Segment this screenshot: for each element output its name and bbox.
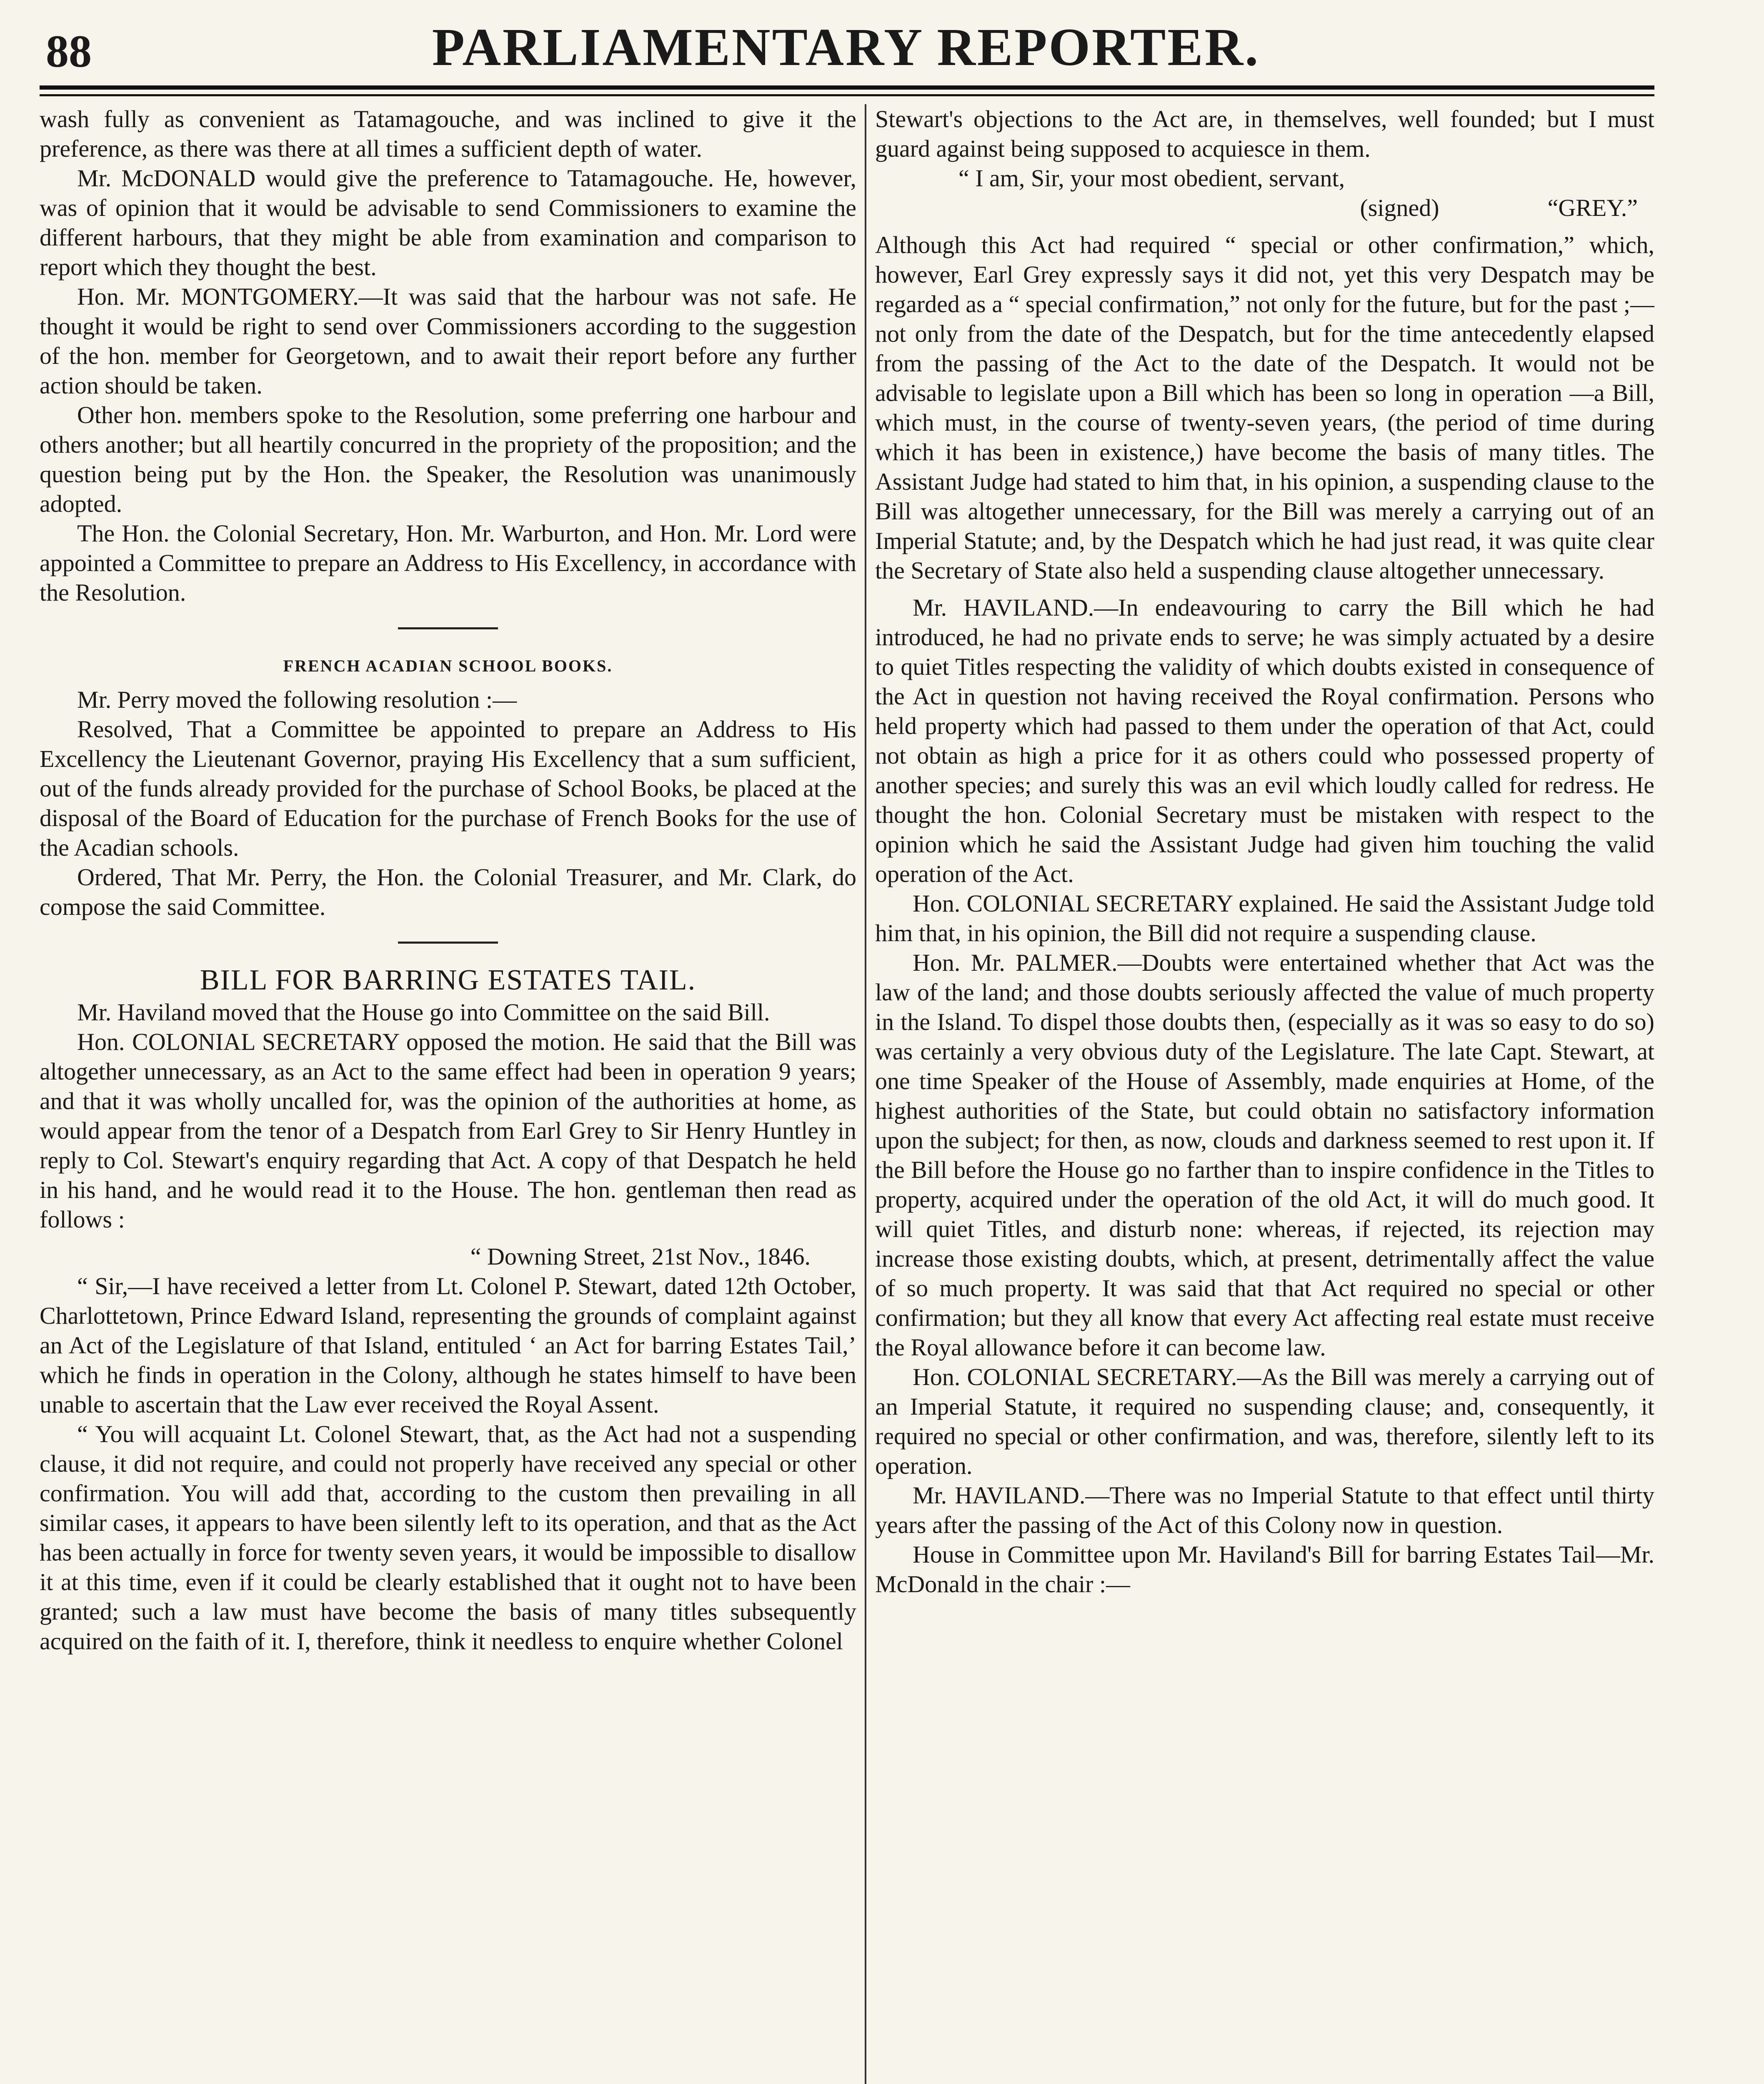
despatch-paragraph: “ Sir,—I have received a letter from Lt. Colonel P. Stewart, dated 12th October, Charlottetown, Prince Edward Island, representing the grounds of complaint against an Act of the Legislature of that Island, entituled ‘ an Act for barring Estates Tail,’ which he finds in operation in the Colony, although he states himself to have been unable to ascertain that the Law ever received the Royal Assent.: [40, 1272, 856, 1418]
spacer: [875, 223, 1654, 230]
paragraph: The Hon. the Colonial Secretary, Hon. Mr. Warburton, and Hon. Mr. Lord were appointed a Committee to prepare an Address to His Excellency, in accordance with the Resolution.: [40, 520, 856, 606]
signed-label: (signed): [1360, 194, 1439, 221]
spacer: [875, 585, 1654, 593]
paragraph: wash fully as convenient as Tatamagouche, and was inclined to give it the preference, as there was there at all times a sufficient depth of water.: [40, 105, 856, 162]
paragraph: Hon. COLONIAL SECRETARY opposed the motion. He said that the Bill was altogether unnecessary, as an Act to the same effect had been in operation 9 years; and that it was wholly uncalled for, was the opinion of the authorities at home, as would appear from the tenor of a Despatch from Earl Grey to Sir Henry Huntley in reply to Col. Stewart's enquiry regarding that Act. A copy of that Despatch he held in his hand, and he would read it to the House. The hon. gentleman then read as follows :: [40, 1028, 856, 1233]
paragraph: Hon. Mr. PALMER.—Doubts were entertained whether that Act was the law of the land; and those doubts seriously affected the value of much property in the Island. To dispel those doubts then, (especially as it was so easy to do so) was certainly a very obvious duty of the Legislature. The late Capt. Stewart, at one time Speaker of the House of Assembly, made enquiries at Home, of the highest authorities of the State, but could obtain no satisfactory information upon the subject; for then, as now, clouds and darkness seemed to rest upon it. If the Bill before the House go no farther than to inspire confidence in the Titles to property, acquired under the operation of the old Act, it will do much good. It will quiet Titles, and disturb none: whereas, if rejected, its rejection may increase those existing doubts, which, at present, detrimentally affect the value of so much property. It was said that that Act required no special or other confirmation; but they all know that every Act affecting real estate must receive the Royal allowance before it can become law.: [875, 949, 1654, 1361]
despatch-closing: “ I am, Sir, your most obedient, servant,: [958, 165, 1345, 192]
paragraph: Mr. HAVILAND.—In endeavouring to carry the Bill which he had introduced, he had no private ends to serve; he was simply actuated by a desire to quiet Titles respecting the validity of which doubts existed in consequence of the Act in question not having received the Royal confirmation. Persons who held property which had passed to them under the operation of that Act, could not obtain as high a price for it as others could who possessed property of another species; and surely this was an evil which loudly called for redress. He thought the hon. Colonial Secretary must be mistaken with respect to the opinion which he said the Assistant Judge had given him touching the valid operation of the Act.: [875, 594, 1654, 887]
section-separator: [398, 942, 498, 944]
despatch-paragraph: “ You will acquaint Lt. Colonel Stewart, that, as the Act had not a suspending clause, it did not require, and could not properly have received any special or other confirmation. You will add that, according to the custom then prevailing in all similar cases, it appears to have been silently left to its operation, and that as the Act has been actually in force for twenty seven years, it would be impossible to disallow it at this time, even if it could be clearly established that it ought not to have been granted; such a law must have become the basis of many titles subsequently acquired on the faith of it. I, therefore, think it needless to enquire whether Colonel: [40, 1420, 856, 1655]
header-rule-thick: [40, 85, 1654, 90]
paragraph: Hon. Mr. MONTGOMERY.—It was said that the harbour was not safe. He thought it would be right to send over Commissioners according to the suggestion of the hon. member for Georgetown, and to await their report before any further action should be taken.: [40, 283, 856, 399]
header-rule-thin: [40, 94, 1654, 96]
left-column: [40, 104, 856, 2084]
signature-name: “GREY.”: [1547, 194, 1638, 221]
right-column: [875, 104, 1654, 2084]
paragraph: Although this Act had required “ special or other confirmation,” which, however, Earl Grey expressly says it did not, yet this very Despatch may be regarded as a “ special confirmation,” not only for the future, but for the past ;—not only from the date of the Despatch, but for the time antecedently elapsed from the passing of the Act to the date of the Despatch. It would not be advisable to legislate upon a Bill which has been so long in operation —a Bill, which must, in the course of twenty-seven years, (the period of time during which it has been in existence,) have become the basis of many titles. The Assistant Judge had stated to him that, in his opinion, a suspending clause to the Bill was altogether unnecessary, for the Bill was merely a carrying out of an Imperial Statute; and, by the Despatch which he had just read, it was quite clear the Secretary of State also held a suspending clause altogether unnecessary.: [875, 231, 1654, 584]
ordered-paragraph: Ordered, That Mr. Perry, the Hon. the Colonial Treasurer, and Mr. Clark, do compose the said Committee.: [40, 864, 856, 920]
paragraph: Mr. Perry moved the following resolution :—: [77, 686, 517, 713]
column-divider: [865, 104, 866, 2084]
page-header: [38, 8, 1654, 104]
paragraph: Mr. McDONALD would give the preference to Tatamagouche. He, however, was of opinion that it would be advisable to send Commissioners to examine the different harbours, that they might be able from examination and comparison to report which they thought the best.: [40, 165, 856, 281]
resolution-paragraph: Resolved, That a Committee be appointed to prepare an Address to His Excellency the Lieutenant Governor, praying His Excellency that a sum sufficient, out of the funds already provided for the purchase of School Books, be placed at the disposal of the Board of Education for the purchase of French Books for the use of the Acadian schools.: [40, 716, 856, 861]
despatch-signature: [875, 193, 1654, 223]
paragraph: Hon. COLONIAL SECRETARY explained. He said the Assistant Judge told him that, in his opinion, the Bill did not require a suspending clause.: [875, 890, 1654, 947]
section-heading-bill: BILL FOR BARRING ESTATES TAIL.: [200, 964, 696, 996]
section-separator: [398, 627, 498, 629]
spacer: [40, 1234, 856, 1242]
section-heading-french-books: FRENCH ACADIAN SCHOOL BOOKS.: [283, 656, 613, 675]
paragraph: Mr. Haviland moved that the House go into Committee on the said Bill.: [77, 999, 770, 1026]
paragraph: Mr. HAVILAND.—There was no Imperial Statute to that effect until thirty years after the passing of the Act of this Colony now in question.: [875, 1482, 1654, 1538]
despatch-paragraph: Stewart's objections to the Act are, in themselves, well founded; but I must guard against being supposed to acquiesce in them.: [875, 105, 1654, 162]
page-title: PARLIAMENTARY REPORTER.: [432, 18, 1260, 77]
page-number: 88: [46, 26, 92, 77]
paragraph: Other hon. members spoke to the Resolution, some preferring one harbour and others another; but all heartily concurred in the propriety of the proposition; and the question being put by the Hon. the Speaker, the Resolution was unanimously adopted.: [40, 401, 856, 517]
paragraph: Hon. COLONIAL SECRETARY.—As the Bill was merely a carrying out of an Imperial Statute, it required no suspending clause; and, consequently, it required no special or other confirmation, and was, therefore, silently left to its operation.: [875, 1363, 1654, 1479]
paragraph: House in Committee upon Mr. Haviland's Bill for barring Estates Tail—Mr. McDonald in the chair :—: [875, 1541, 1654, 1598]
despatch-dateline: “ Downing Street, 21st Nov., 1846.: [470, 1243, 811, 1270]
